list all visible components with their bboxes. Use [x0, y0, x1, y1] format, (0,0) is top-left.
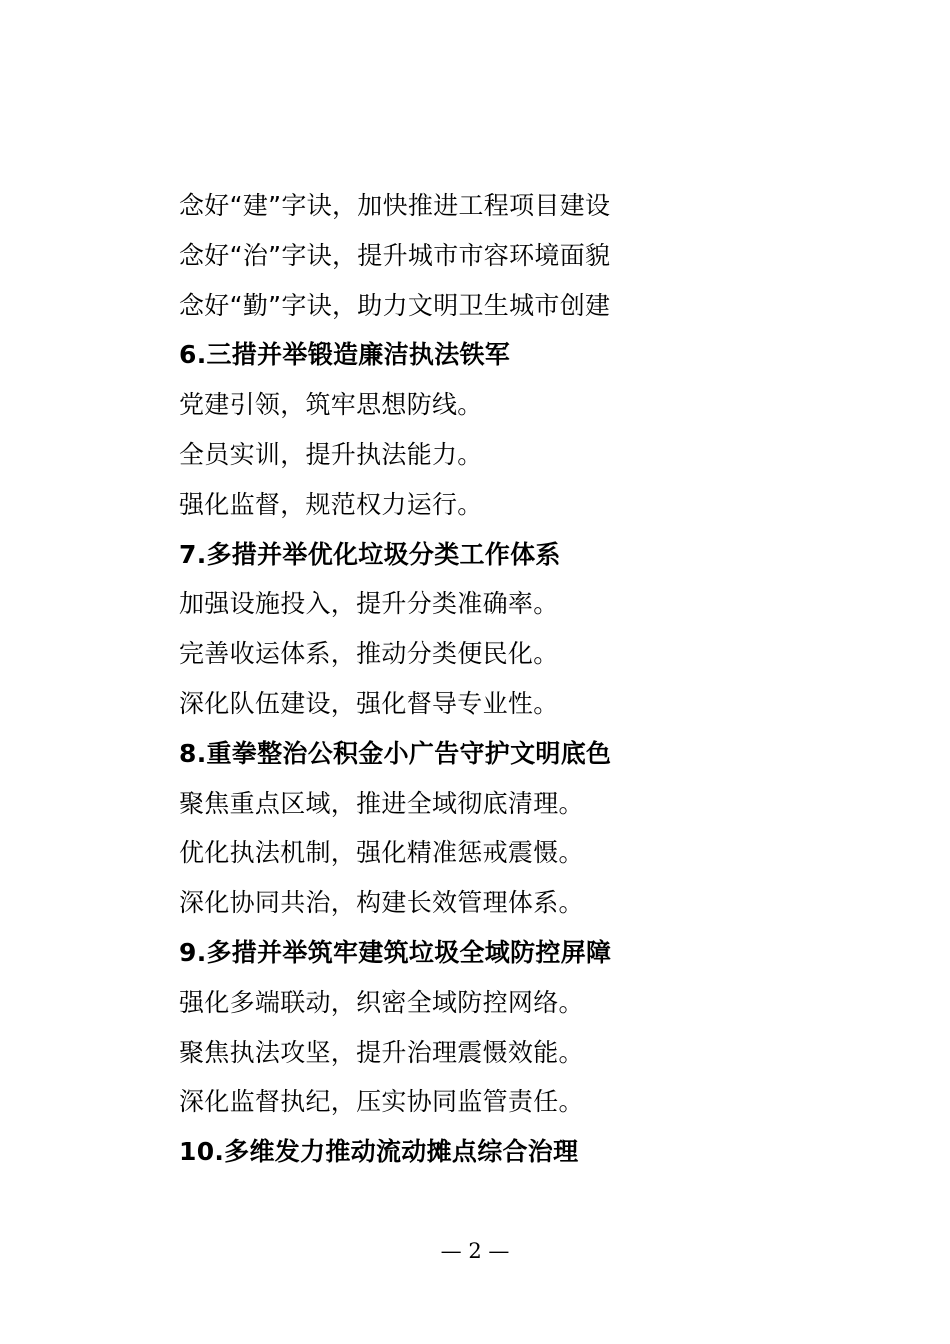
paragraph-line: 聚焦重点区域，推进全域彻底清理。	[179, 788, 584, 818]
paragraph-line: 强化多端联动，织密全域防控网络。	[179, 987, 584, 1017]
paragraph-line: 深化队伍建设，强化督导专业性。	[179, 688, 559, 718]
section-heading: 8.重拳整治公积金小广告守护文明底色	[179, 738, 612, 768]
page-number: — 2 —	[440, 1239, 510, 1263]
section-heading: 7.多措并举优化垃圾分类工作体系	[179, 539, 561, 569]
paragraph-line: 念好“治”字诀，提升城市市容环境面貌	[179, 240, 611, 270]
document-body	[179, 181, 899, 1177]
paragraph-line: 深化监督执纪，压实协同监管责任。	[179, 1087, 584, 1117]
section-heading: 10.多维发力推动流动摊点综合治理	[179, 1137, 579, 1167]
paragraph-line: 加强设施投入，提升分类准确率。	[179, 589, 559, 619]
paragraph-line: 深化协同共治，构建长效管理体系。	[179, 888, 584, 918]
paragraph-line: 完善收运体系，推动分类便民化。	[179, 639, 559, 669]
paragraph-line: 念好“建”字诀，加快推进工程项目建设	[179, 191, 611, 220]
paragraph-line: 念好“勤”字诀，助力文明卫生城市创建	[179, 290, 611, 320]
paragraph-line: 全员实训，提升执法能力。	[179, 439, 483, 469]
section-heading: 9.多措并举筑牢建筑垃圾全域防控屏障	[179, 937, 612, 967]
paragraph-line: 聚焦执法攻坚，提升治理震慑效能。	[179, 1037, 584, 1067]
paragraph-line: 党建引领，筑牢思想防线。	[179, 390, 483, 420]
section-heading: 6.三措并举锻造廉洁执法铁军	[179, 340, 511, 370]
paragraph-line: 优化执法机制，强化精准惩戒震慑。	[179, 838, 584, 868]
paragraph-line: 强化监督，规范权力运行。	[179, 489, 483, 519]
